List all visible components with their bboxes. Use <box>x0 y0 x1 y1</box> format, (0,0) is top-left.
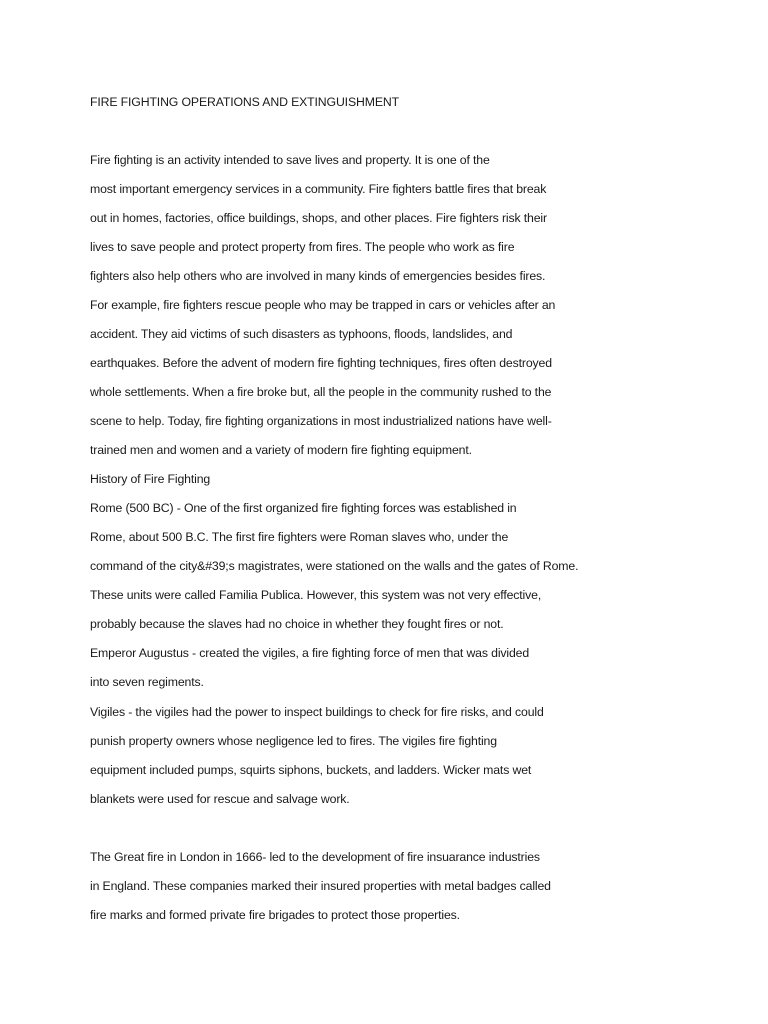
history-heading: History of Fire Fighting <box>90 472 211 486</box>
intro-line-2: most important emergency services in a community. Fire fighters battle fires that break <box>90 182 547 196</box>
vigiles-line-2: punish property owners whose negligence led to fires. The vigiles fire fighting <box>90 734 497 748</box>
intro-line-9: whole settlements. When a fire broke but, all the people in the community rushed to the <box>90 385 552 399</box>
london-line-2: in England. These companies marked their insured properties with metal badges called <box>90 879 551 893</box>
augustus-line-2: into seven regiments. <box>90 675 204 689</box>
intro-line-10: scene to help. Today, fire fighting organizations in most industrialized nations have well- <box>90 414 552 428</box>
rome-line-3: command of the city&#39;s magistrates, were stationed on the walls and the gates of Rome. <box>90 559 579 573</box>
vigiles-line-1: Vigiles - the vigiles had the power to inspect buildings to check for fire risks, and could <box>90 705 544 719</box>
intro-line-8: earthquakes. Before the advent of modern fire fighting techniques, fires often destroyed <box>90 356 552 370</box>
rome-line-2: Rome, about 500 B.C. The first fire fighters were Roman slaves who, under the <box>90 530 509 544</box>
vigiles-line-3: equipment included pumps, squirts siphons, buckets, and ladders. Wicker mats wet <box>90 763 532 777</box>
rome-line-5: probably because the slaves had no choice in whether they fought fires or not. <box>90 617 504 631</box>
document-title: FIRE FIGHTING OPERATIONS AND EXTINGUISHMENT <box>90 95 399 109</box>
intro-line-4: lives to save people and protect property from fires. The people who work as fire <box>90 240 515 254</box>
london-line-1: The Great fire in London in 1666- led to the development of fire insuarance industries <box>90 850 540 864</box>
intro-line-7: accident. They aid victims of such disasters as typhoons, floods, landslides, and <box>90 327 513 341</box>
intro-line-1: Fire fighting is an activity intended to save lives and property. It is one of the <box>90 153 490 167</box>
intro-line-11: trained men and women and a variety of modern fire fighting equipment. <box>90 443 472 457</box>
augustus-line-1: Emperor Augustus - created the vigiles, a fire fighting force of men that was divided <box>90 646 530 660</box>
vigiles-line-4: blankets were used for rescue and salvage work. <box>90 792 350 806</box>
intro-line-3: out in homes, factories, office buildings, shops, and other places. Fire fighters risk their <box>90 211 547 225</box>
rome-line-1: Rome (500 BC) - One of the first organized fire fighting forces was established in <box>90 501 517 515</box>
london-line-3: fire marks and formed private fire brigades to protect those properties. <box>90 908 460 922</box>
rome-line-4: These units were called Familia Publica. However, this system was not very effective, <box>90 588 542 602</box>
intro-line-5: fighters also help others who are involved in many kinds of emergencies besides fires. <box>90 269 546 283</box>
intro-line-6: For example, fire fighters rescue people who may be trapped in cars or vehicles after an <box>90 298 556 312</box>
